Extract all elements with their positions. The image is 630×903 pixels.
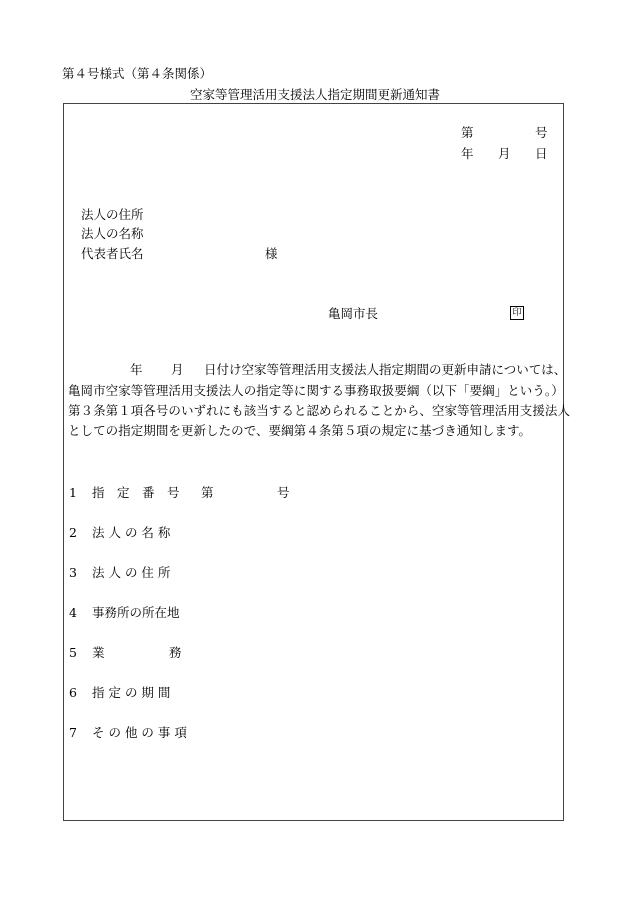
item-label-b: 務 bbox=[169, 645, 182, 660]
item-number: 2 bbox=[69, 525, 77, 540]
item-label: 指 定 番 号 bbox=[92, 485, 180, 500]
seal-mark: 印 bbox=[510, 306, 524, 320]
form-number-label: 第４号様式（第４条関係） bbox=[62, 66, 213, 81]
body-line-1: 日付け空家等管理活用支援法人指定期間の更新申請については、 bbox=[204, 362, 567, 377]
item-label: 法 人 の 名 称 bbox=[92, 525, 171, 540]
item-label: そ の 他 の 事 項 bbox=[92, 725, 187, 740]
item-label-a: 業 bbox=[92, 645, 105, 660]
item-number: 5 bbox=[69, 645, 77, 660]
date-month: 月 bbox=[498, 146, 511, 161]
item-label: 法 人 の 住 所 bbox=[92, 565, 171, 580]
item-number: 3 bbox=[69, 565, 77, 580]
doc-number-go: 号 bbox=[535, 125, 548, 140]
issuer-title: 亀岡市長 bbox=[328, 306, 379, 321]
document-title: 空家等管理活用支援法人指定期間更新通知書 bbox=[189, 87, 440, 102]
corp-address-label: 法人の住所 bbox=[81, 207, 144, 222]
item-number: 4 bbox=[69, 605, 77, 620]
date-year: 年 bbox=[461, 146, 474, 161]
body-month: 月 bbox=[171, 362, 184, 377]
notice-frame bbox=[63, 103, 571, 821]
corp-name-label: 法人の名称 bbox=[81, 226, 144, 241]
body-line-2: 亀岡市空家等管理活用支援法人の指定等に関する事務取扱要綱（以下「要綱」という。） bbox=[68, 383, 564, 398]
item-number: 6 bbox=[69, 685, 77, 700]
designation-dai: 第 bbox=[201, 485, 214, 500]
item-label: 指 定 の 期 間 bbox=[92, 685, 171, 700]
item-label: 事務所の所在地 bbox=[92, 605, 180, 620]
body-line-4: としての指定期間を更新したので、要綱第４条第５項の規定に基づき通知します。 bbox=[68, 423, 532, 438]
honorific-sama: 様 bbox=[265, 246, 278, 261]
date-day: 日 bbox=[535, 146, 548, 161]
item-number: 7 bbox=[69, 725, 77, 740]
body-line-3: 第３条第１項各号のいずれにも該当すると認められることから、空家等管理活用支援法人 bbox=[68, 403, 571, 418]
designation-go: 号 bbox=[277, 485, 290, 500]
representative-label: 代表者氏名 bbox=[81, 246, 144, 261]
doc-number-dai: 第 bbox=[461, 125, 474, 140]
body-year: 年 bbox=[130, 362, 143, 377]
item-number: 1 bbox=[69, 485, 77, 500]
